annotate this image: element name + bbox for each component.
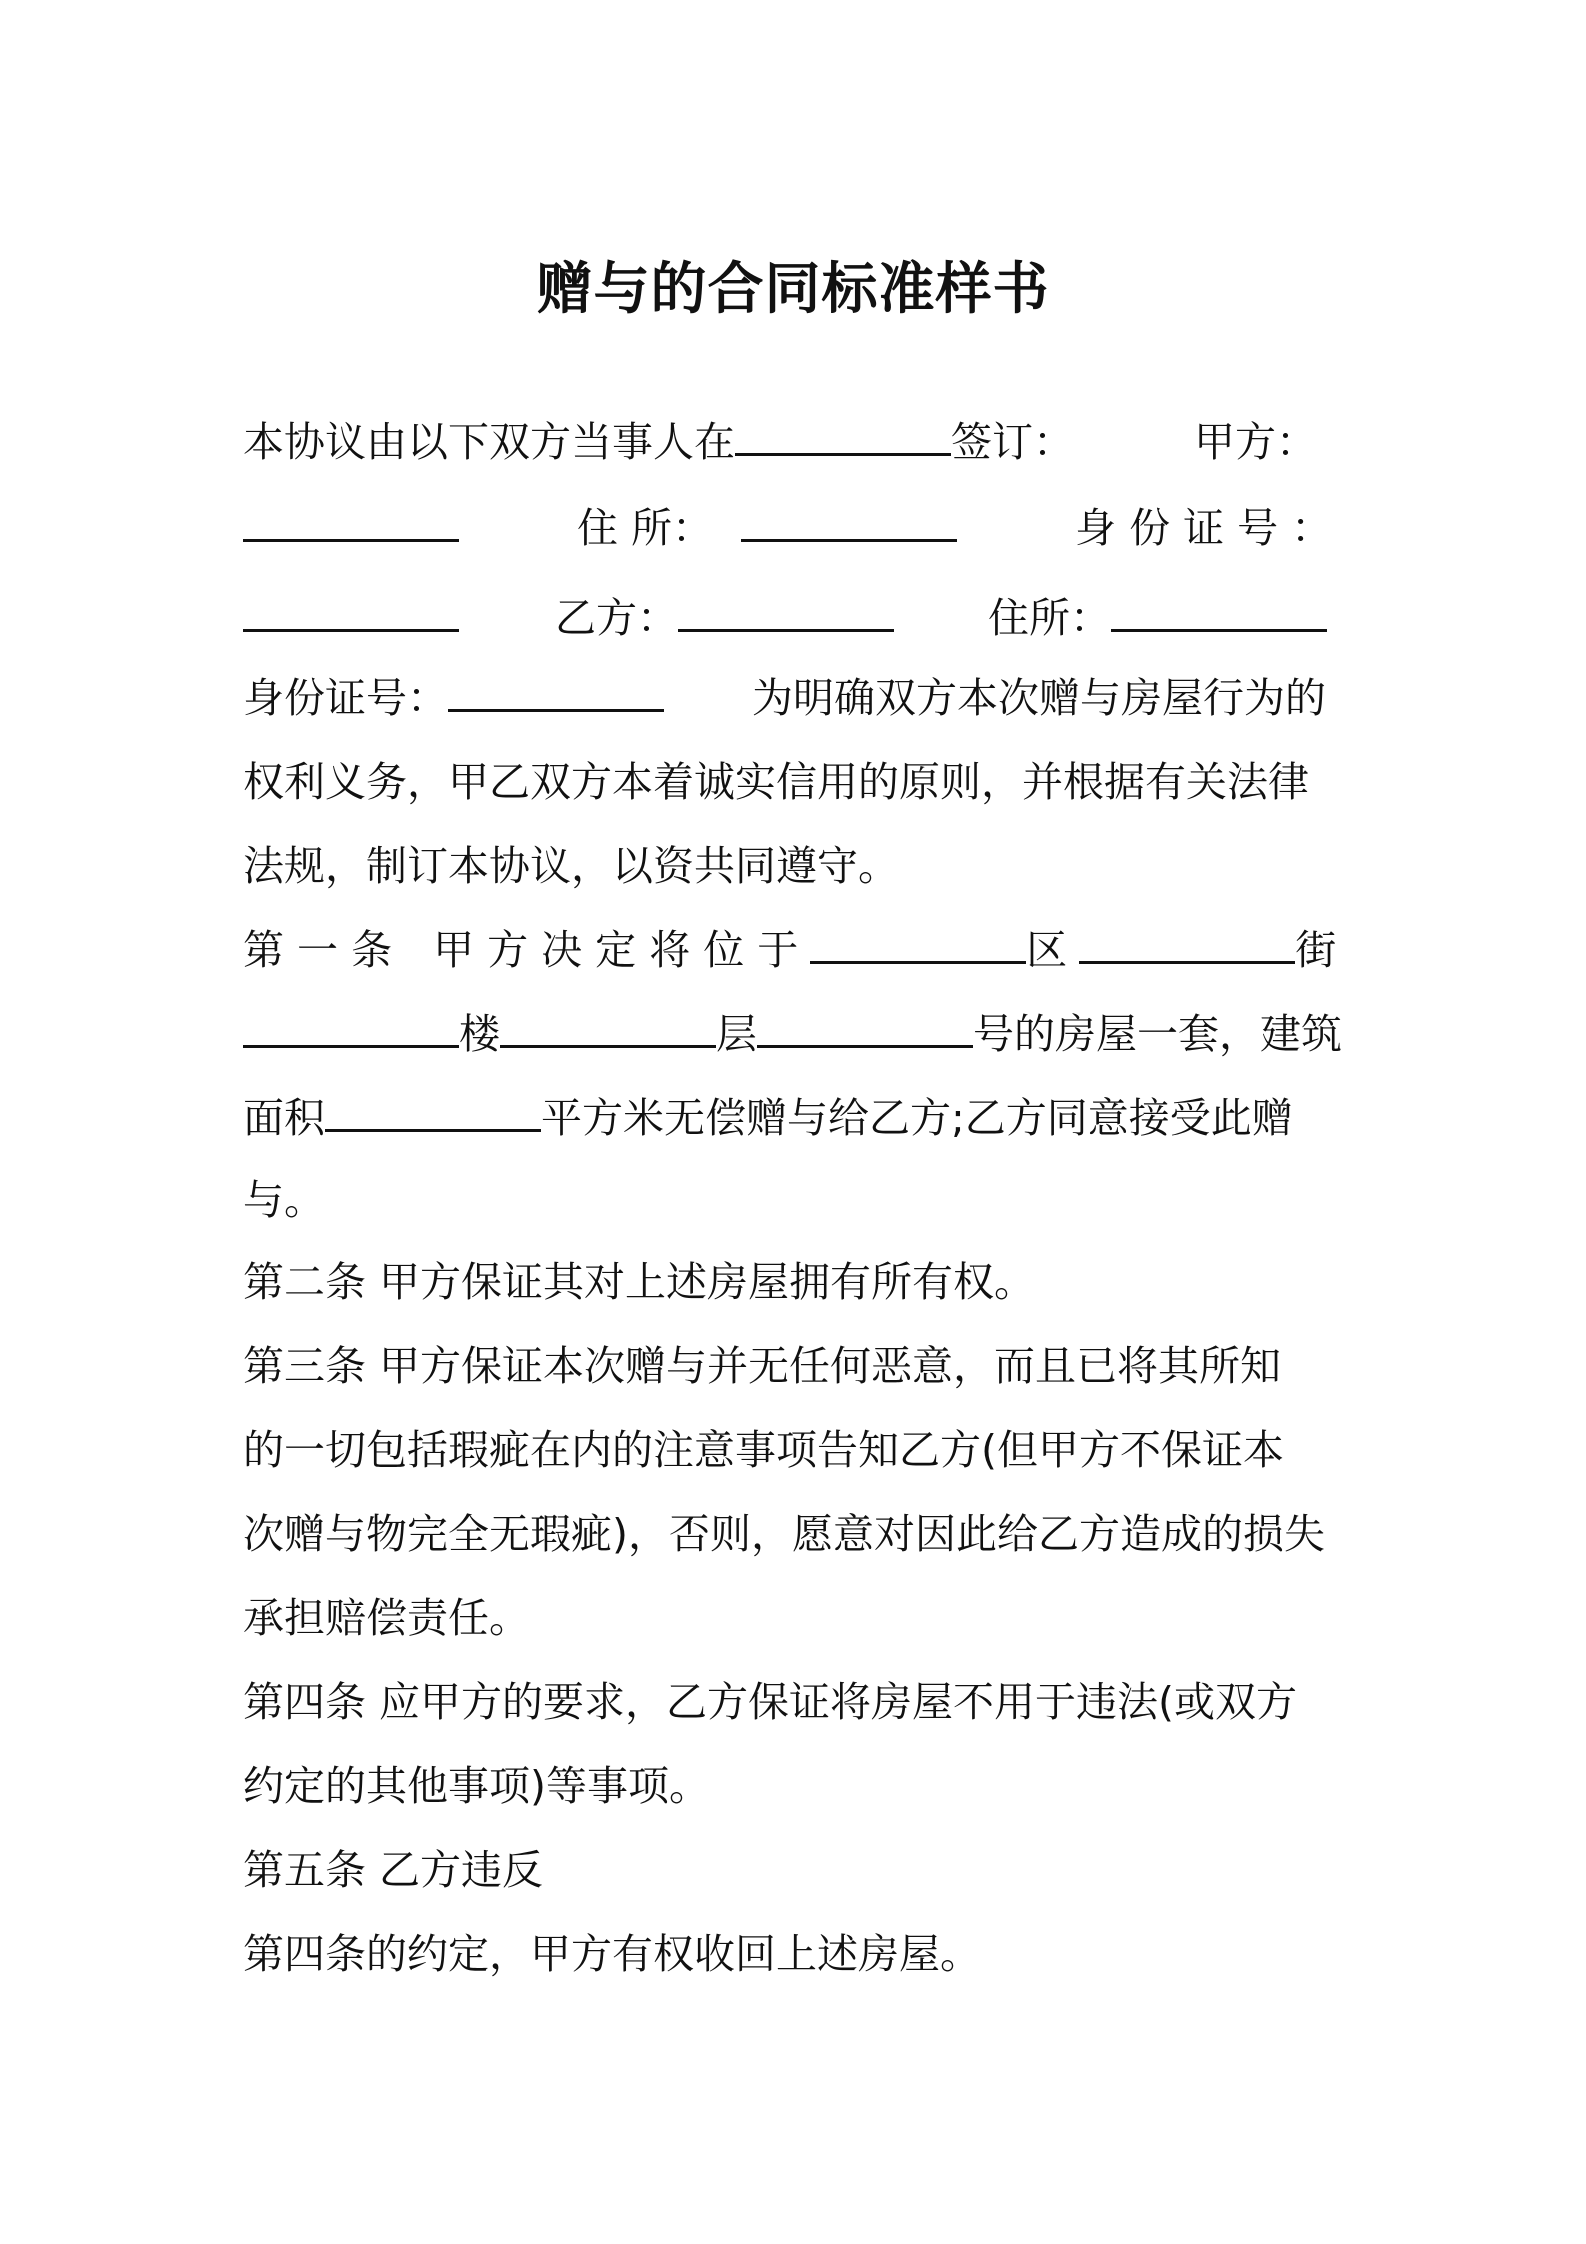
para1-line3 [243,588,1355,648]
para1-line2 [243,498,1355,558]
blank-party-b-name [678,593,894,632]
blank-party-a-address [741,503,957,542]
article5-line1: 第五条 乙方违反 [243,1846,544,1894]
text: 号的房屋一套，建筑 [973,1010,1342,1058]
article1-line3 [243,1088,1355,1148]
blank-party-b-id [448,673,664,712]
blank-party-a-id [243,593,459,632]
text: 区 [1026,926,1068,974]
text: 本协议由以下双方当事人在 [243,418,735,466]
text: 面积 [243,1094,325,1142]
article4-line2: 约定的其他事项)等事项。 [243,1762,710,1810]
article1-line4: 与。 [243,1176,325,1224]
text: 楼 [459,1010,500,1058]
blank-location [810,925,1026,964]
article5-line2: 第四条的约定，甲方有权收回上述房屋。 [243,1930,981,1978]
text: 身 份 证 号 ： [1075,504,1333,552]
blank-street [243,1009,459,1048]
document-title: 赠与的合同标准样书 [536,257,1050,322]
text: 签订： [951,418,1074,466]
blank-building [500,1009,716,1048]
article3-line1: 第三条 甲方保证本次赠与并无任何恶意，而且已将其所知 [243,1342,1282,1390]
blank-area [325,1093,541,1132]
text: 住 所： [577,504,714,552]
article1-line2 [243,1004,1355,1064]
para1-line1 [243,412,1355,472]
text: 甲方： [1194,418,1317,466]
text: 平方米无偿赠与给乙方;乙方同意接受此赠 [541,1094,1293,1142]
para1-line6: 法规，制订本协议，以资共同遵守。 [243,842,899,890]
article3-line2: 的一切包括瑕疵在内的注意事项告知乙方(但甲方不保证本 [243,1426,1284,1474]
article2-line1: 第二条 甲方保证其对上述房屋拥有所有权。 [243,1258,1036,1306]
blank-floor [757,1009,973,1048]
article4-line1: 第四条 应甲方的要求，乙方保证将房屋不用于违法(或双方 [243,1678,1298,1726]
article1-line1 [243,920,1355,980]
text: 街 [1295,926,1337,974]
text: 乙方： [555,594,678,642]
text: 为明确双方本次赠与房屋行为的 [752,674,1326,722]
blank-sign-place [735,417,951,456]
blank-party-a-name [243,503,459,542]
text: 身份证号： [243,674,448,722]
text: 第 一 条 甲 方 决 定 将 位 于 [243,926,799,974]
article3-line4: 承担赔偿责任。 [243,1594,530,1642]
text: 住所： [988,594,1111,642]
blank-district [1079,925,1295,964]
text: 层 [716,1010,757,1058]
article3-line3: 次赠与物完全无瑕疵)，否则，愿意对因此给乙方造成的损失 [243,1510,1325,1558]
para1-line5: 权利义务，甲乙双方本着诚实信用的原则，并根据有关法律 [243,758,1309,806]
blank-party-b-address [1111,593,1327,632]
para1-line4 [243,668,1355,728]
